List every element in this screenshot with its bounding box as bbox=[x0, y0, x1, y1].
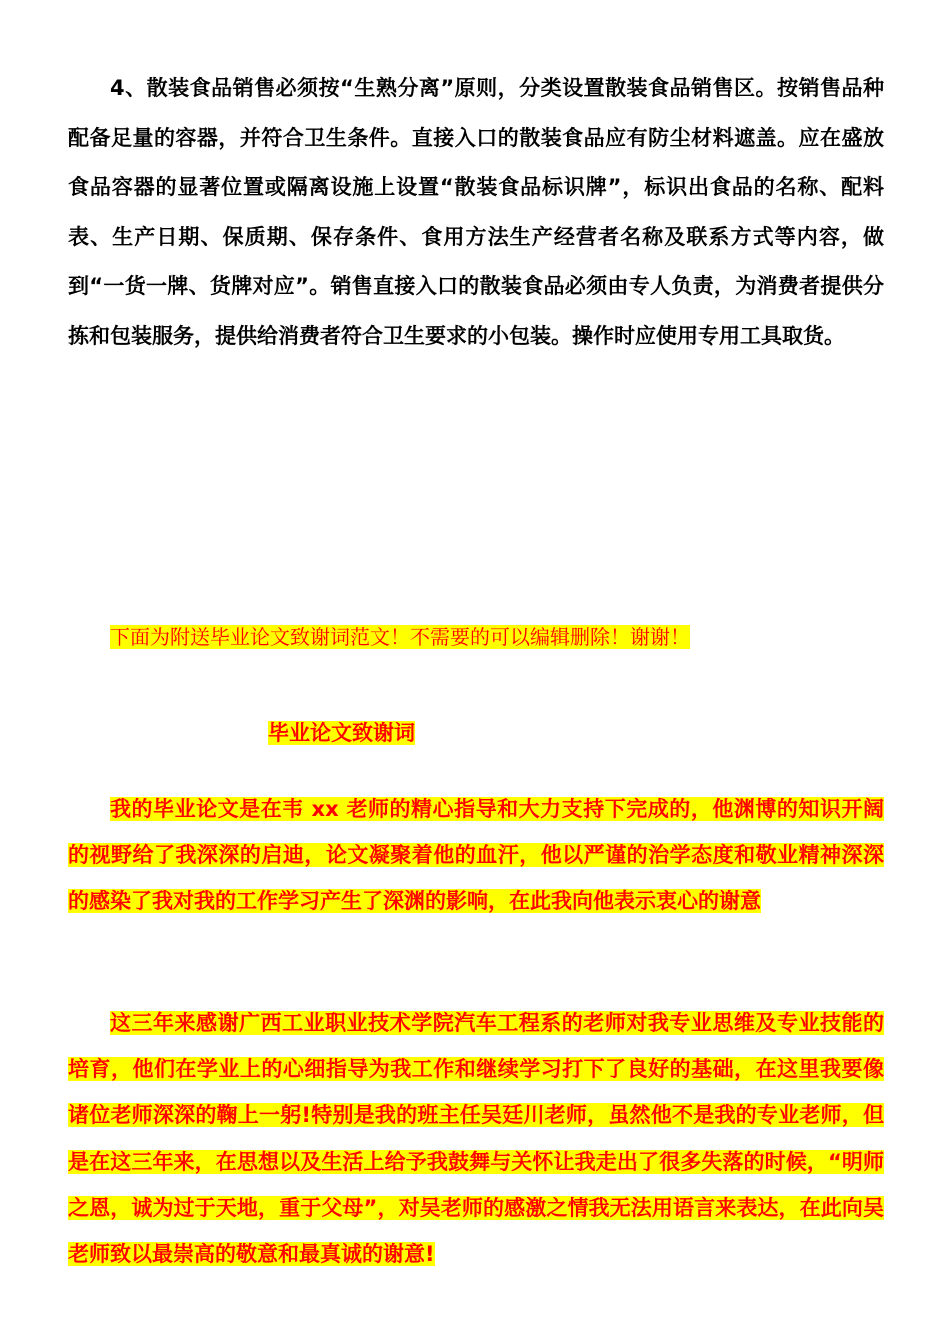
acknowledgement-paragraph-department-text: 这三年来感谢广西工业职业技术学院汽车工程系的老师对我专业思维及专业技能的培育，他们在学业上的心细指导为我工作和继续学习打下了良好的基础，在这里我要像诸位老师深深的鞠上一躬!特别是我的班主任吴廷川老师，虽然他不是我的专业老师，但是在这三年来，在思想以及生活上给予我鼓舞与关怀让我走出了很多失落的时候，“明师之恩，诚为过于天地，重于父母”，对吴老师的感激之情我无法用语言来表达，在此向吴老师致以最崇高的敬意和最真诚的谢意! bbox=[68, 1011, 884, 1267]
appended-notice-text: 下面为附送毕业论文致谢词范文！不需要的可以编辑删除！谢谢！ bbox=[110, 625, 690, 649]
acknowledgement-title-text: 毕业论文致谢词 bbox=[268, 721, 415, 745]
acknowledgement-paragraph-advisor bbox=[68, 786, 884, 924]
acknowledgement-paragraph-advisor-text: 我的毕业论文是在韦 xx 老师的精心指导和大力支持下完成的，他渊博的知识开阔的视野给了我深深的启迪，论文凝聚着他的血汗，他以严谨的治学态度和敬业精神深深的感染了我对我的工作学习产生了深渊的影响，在此我向他表示衷心的谢意 bbox=[68, 797, 884, 913]
acknowledgement-title bbox=[268, 718, 415, 748]
bulk-food-sales-paragraph: 4、散装食品销售必须按“生熟分离”原则，分类设置散装食品销售区。按销售品种配备足量的容器，并符合卫生条件。直接入口的散装食品应有防尘材料遮盖。应在盛放食品容器的显著位置或隔离设施上设置“散装食品标识牌”，标识出食品的名称、配料表、生产日期、保质期、保存条件、食用方法生产经营者名称及联系方式等内容，做到“一货一牌、货牌对应”。销售直接入口的散装食品必须由专人负责，为消费者提供分拣和包装服务，提供给消费者符合卫生要求的小包装。操作时应使用专用工具取货。 bbox=[68, 76, 884, 348]
acknowledgement-paragraph-department bbox=[68, 1000, 884, 1277]
appended-notice bbox=[110, 622, 690, 652]
